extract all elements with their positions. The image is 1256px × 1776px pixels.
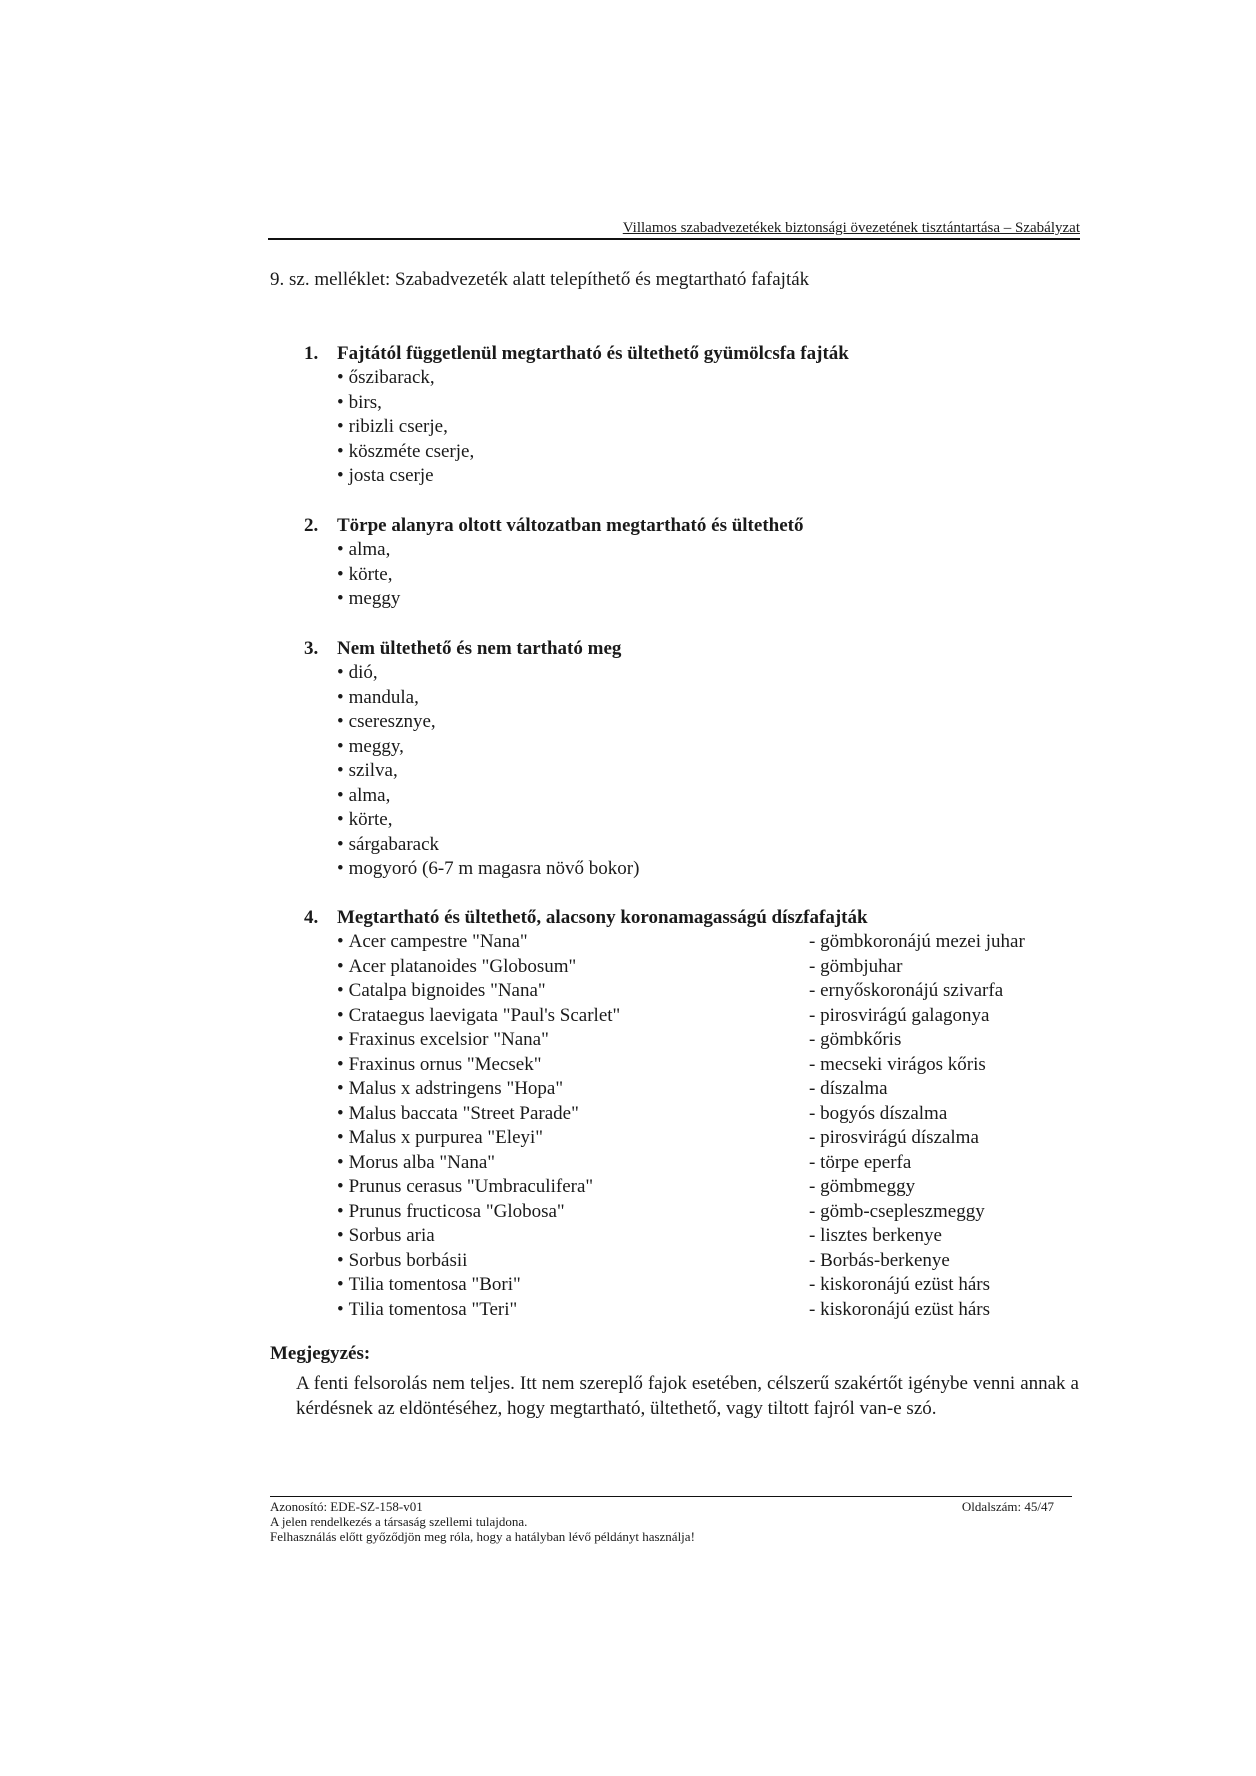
note-text: A fenti felsorolás nem teljes. Itt nem szereplő fajok esetében, célszerű szakértőt igénybe venni annak a kérdésnek az eldöntéséhez, hogy megtartható, ültethető, vagy tiltott fajról van-e szó. xyxy=(296,1373,1079,1419)
common-name: - ernyőskoronájú szivarfa xyxy=(809,980,1004,1001)
section-title: Törpe alanyra oltott változatban megtartható és ültethető xyxy=(337,515,804,536)
list-item: • alma, xyxy=(337,784,1084,809)
common-name: - díszalma xyxy=(809,1078,888,1099)
table-row xyxy=(337,1298,1025,1323)
species-table xyxy=(337,930,1025,1322)
common-name: - mecseki virágos kőris xyxy=(809,1053,986,1075)
list-item: • meggy xyxy=(337,587,1084,612)
section-number: 2. xyxy=(304,515,319,536)
section-heading xyxy=(304,906,1084,930)
list-item: • birs, xyxy=(337,391,1084,416)
latin-name: • Tilia tomentosa "Bori" xyxy=(337,1273,809,1298)
table-row xyxy=(337,1151,1025,1176)
table-row xyxy=(337,979,1025,1004)
section-3 xyxy=(304,637,1084,882)
latin-name: • Malus x adstringens "Hopa" xyxy=(337,1077,809,1102)
page-number: Oldalszám: 45/47 xyxy=(961,1499,1054,1514)
latin-name: • Prunus cerasus "Umbraculifera" xyxy=(337,1175,809,1200)
list-item: • mogyoró (6-7 m magasra növő bokor) xyxy=(337,857,1084,882)
table-row xyxy=(337,930,1025,955)
section-heading xyxy=(304,514,1084,538)
section-title: Megtartható és ültethető, alacsony koronamagasságú díszfafajták xyxy=(337,907,868,928)
latin-name: • Prunus fructicosa "Globosa" xyxy=(337,1200,809,1225)
list-item: • cseresznye, xyxy=(337,710,1084,735)
section-heading xyxy=(304,637,1084,661)
annex-title: 9. sz. melléklet: Szabadvezeték alatt telepíthető és megtartható fafajták xyxy=(270,269,810,290)
item-list xyxy=(304,661,1084,882)
common-name: - gömbmeggy xyxy=(809,1176,916,1197)
list-item: • szilva, xyxy=(337,759,1084,784)
footer-usage-note: Felhasználás előtt győződjön meg róla, hogy a hatályban lévő példányt használja! xyxy=(270,1529,695,1544)
table-row xyxy=(337,1053,1025,1078)
table-row xyxy=(337,1077,1025,1102)
list-item: • sárgabarack xyxy=(337,833,1084,858)
section-number: 3. xyxy=(304,638,319,659)
page-header xyxy=(268,219,1080,240)
section-title: Nem ültethető és nem tartható meg xyxy=(337,638,622,659)
list-item: • alma, xyxy=(337,538,1084,563)
common-name: - kiskoronájú ezüst hárs xyxy=(809,1298,990,1320)
common-name: - lisztes berkenye xyxy=(809,1225,942,1246)
table-row xyxy=(337,1224,1025,1249)
header-title: Villamos szabadvezetékek biztonsági övezetének tisztántartása – Szabályzat xyxy=(622,220,1080,236)
latin-name: • Sorbus borbásii xyxy=(337,1249,809,1274)
list-item: • őszibarack, xyxy=(337,366,1084,391)
document-id: Azonosító: EDE-SZ-158-v01 xyxy=(270,1499,423,1514)
latin-name: • Acer platanoides "Globosum" xyxy=(337,955,809,980)
common-name: - gömbjuhar xyxy=(809,955,903,977)
table-row xyxy=(337,1102,1025,1127)
table-row xyxy=(337,1126,1025,1151)
page-footer xyxy=(270,1496,1072,1544)
common-name: - gömb-csepleszmeggy xyxy=(809,1200,985,1222)
common-name: - gömbkoronájú mezei juhar xyxy=(809,931,1025,952)
list-item: • mandula, xyxy=(337,686,1084,711)
latin-name: • Catalpa bignoides "Nana" xyxy=(337,979,809,1004)
list-item: • ribizli cserje, xyxy=(337,415,1084,440)
latin-name: • Tilia tomentosa "Teri" xyxy=(337,1298,809,1323)
table-row xyxy=(337,1175,1025,1200)
section-number: 4. xyxy=(304,907,319,928)
latin-name: • Acer campestre "Nana" xyxy=(337,930,809,955)
section-number: 1. xyxy=(304,343,319,364)
list-item: • dió, xyxy=(337,661,1084,686)
footer-row xyxy=(270,1499,1072,1514)
note-title: Megjegyzés: xyxy=(270,1343,371,1364)
list-item: • körte, xyxy=(337,563,1084,588)
section-2 xyxy=(304,514,1084,612)
latin-name: • Malus baccata "Street Parade" xyxy=(337,1102,809,1127)
common-name: - pirosvirágú galagonya xyxy=(809,1004,990,1026)
common-name: - Borbás-berkenye xyxy=(809,1249,950,1271)
list-item: • josta cserje xyxy=(337,464,1084,489)
common-name: - törpe eperfa xyxy=(809,1151,912,1173)
section-heading xyxy=(304,342,1084,366)
table-row xyxy=(337,1273,1025,1298)
latin-name: • Sorbus aria xyxy=(337,1224,809,1249)
latin-name: • Morus alba "Nana" xyxy=(337,1151,809,1176)
item-list xyxy=(304,538,1084,612)
footer-ownership: A jelen rendelkezés a társaság szellemi tulajdona. xyxy=(270,1514,528,1529)
common-name: - gömbkőris xyxy=(809,1029,902,1050)
common-name: - bogyós díszalma xyxy=(809,1102,948,1124)
table-row xyxy=(337,1004,1025,1029)
table-row xyxy=(337,1200,1025,1225)
latin-name: • Fraxinus excelsior "Nana" xyxy=(337,1028,809,1053)
common-name: - kiskoronájú ezüst hárs xyxy=(809,1274,990,1295)
table-row xyxy=(337,955,1025,980)
latin-name: • Fraxinus ornus "Mecsek" xyxy=(337,1053,809,1078)
item-list xyxy=(304,366,1084,489)
common-name: - pirosvirágú díszalma xyxy=(809,1127,979,1148)
section-1 xyxy=(304,342,1084,489)
latin-name: • Crataegus laevigata "Paul's Scarlet" xyxy=(337,1004,809,1029)
list-item: • köszméte cserje, xyxy=(337,440,1084,465)
section-4 xyxy=(304,906,1084,1322)
section-title: Fajtától függetlenül megtartható és ültethető gyümölcsfa fajták xyxy=(337,343,849,364)
list-item: • körte, xyxy=(337,808,1084,833)
table-row xyxy=(337,1249,1025,1274)
table-row xyxy=(337,1028,1025,1053)
latin-name: • Malus x purpurea "Eleyi" xyxy=(337,1126,809,1151)
list-item: • meggy, xyxy=(337,735,1084,760)
